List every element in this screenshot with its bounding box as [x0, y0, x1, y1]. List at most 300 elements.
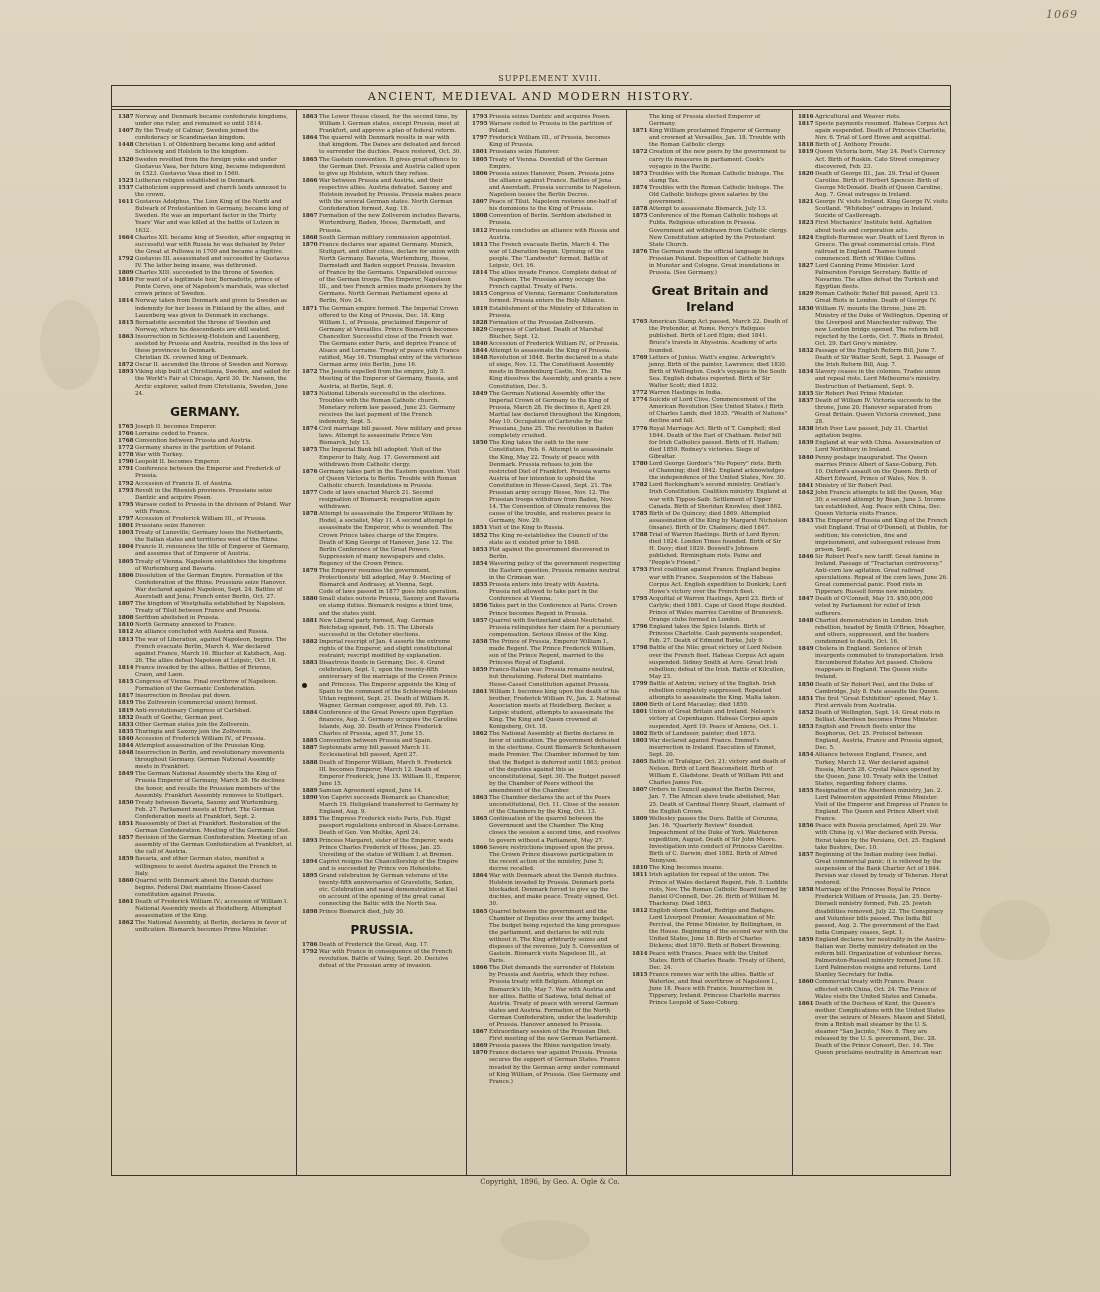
history-entry [798, 979, 948, 1000]
history-entry [118, 629, 292, 636]
entry-year: 1839 [798, 440, 814, 447]
entry-text: Royal Marriage Act. Birth of T. Campbell; died 1844. Death of the Earl of Chatham. Relief bill for Irish Catholics passed. Birth of H. Hallam; died 1859. Rodney's victories. Siege of Gibraltar. [649, 425, 782, 460]
entry-year: 1880 [302, 596, 318, 603]
history-entry [118, 459, 292, 466]
entry-text: Visit of the King to Russia. [489, 525, 565, 532]
entry-year: 1846 [798, 553, 814, 560]
history-entry [472, 845, 622, 873]
entry-text: Imperial rescript of Jan. 4 asserts the extreme rights of the Emperor, and slight constitutional restraint; rescript modified by explanation. [319, 638, 453, 660]
entry-year: 1862 [472, 731, 488, 738]
entry-text: Formation of the new Zollverein includes Bavaria, Wurtemburg, Baden, Hesse, Darmstadt, and Prussia. [319, 213, 462, 234]
entry-text: The Emperor of Russia and King of the French visit England. Trial of O'Donnell, at Dublin, for sedition; his conviction, fine and imprisonment, and subsequent release from prison, Sept. [815, 518, 948, 553]
entry-year: 1861 [472, 688, 488, 695]
entry-text: The German National Assembly elects the King of Prussia Emperor of Germany, March 28. He declines the honor, and recalls the Prussian members of the Assembly. Frankfort Assembly removes to Stuttgart. [135, 771, 285, 799]
entry-year: 1611 [118, 199, 134, 206]
entry-text: Troubles with the Roman Catholic bishops. The Old Catholic bishops given salaries by the government. [649, 184, 784, 206]
entry-year: 1873 [632, 170, 648, 177]
entry-text: Penny postage inaugurated. The Queen marries Prince Albert of Saxe-Coburg, Feb. 10. Oxford's assault on the Queen. Birth of Albert Edward, Prince of Wales, Nov. 9. [815, 454, 938, 482]
entry-year: 1819 [798, 149, 814, 156]
entry-text: Specie payments resumed. Habeas Corpus Act again suspended. Death of Princess Charlotte, Nov. 6. Trial of Lord Howe and acquittal. [815, 121, 948, 142]
entry-year: 1854 [798, 752, 814, 759]
history-entry [632, 596, 788, 624]
entry-text: Birth of Landseer, painter; died 1873. [649, 730, 757, 737]
history-entry [472, 121, 622, 135]
entry-year: 1772 [118, 445, 134, 452]
entry-text: Lutheran religion established in Denmark. [135, 177, 256, 184]
history-entry [798, 1001, 948, 1058]
history-entry [302, 391, 462, 426]
entry-text: Warsaw ceded to Prussia in the division of Poland. War with France. [135, 501, 291, 515]
entry-text: Wellesley passes the Duro. Battle of Corunna, Jan. 16. "Quarterly Review" founded. Impeachment of the Duke of York. Walcheren expedition, August. Death of Sir John Moore. Investigation into conduct of Princess Caroline. Birth of C. Darwin; died 1882. Birth of Alfred Tennyson. [649, 815, 785, 865]
entry-year: 1874 [632, 184, 648, 191]
entry-text: South German military commission appointed. [319, 234, 452, 241]
history-entry [798, 483, 948, 490]
entry-year: 1814 [118, 664, 134, 671]
history-entry [472, 242, 622, 270]
entry-text: The King re-establishes the Council of the state as it existed prior to 1848. [489, 532, 609, 546]
entry-text: France invaded by the allies. Battles of Brienne, Craon, and Laon. [135, 664, 272, 679]
entry-text: English storm Ciudad, Rodrigo and Badajos. Lord Liverpool Premier. Assassination of Mr. Percival, the Prime Minister, by Bellingham, in the House. Beginning of the second war with the United States, June 18. Birth of Charles Dickens; died 1870. Birth of Robert Browning. [649, 907, 788, 950]
entry-year: 1772 [632, 390, 648, 397]
entry-year: 1853 [472, 546, 488, 553]
entry-year: 1520 [118, 156, 134, 163]
entry-text: North Germany annexed to France. [135, 622, 236, 629]
entry-year: 1851 [798, 695, 814, 702]
history-entry [302, 795, 462, 816]
history-entry [798, 263, 948, 291]
history-entry [302, 838, 462, 859]
entry-text: Christian IX. crowned king of Denmark. [135, 355, 249, 362]
entry-text: The kingdom of Westphalia established by Napoleon. Treaty of Tilsit between France and Prussia. [135, 601, 286, 615]
entry-list [632, 319, 788, 1007]
entry-text: Leopold II. becomes Emperor. [135, 459, 221, 466]
history-entry [302, 306, 462, 370]
entry-text: Union of Great Britain and Ireland. Nelson's victory at Copenhagen. Habeas Corpus again suspended, April 19. Peace of Amiens, Oct. 1. [649, 709, 779, 730]
entry-text: Congress of Carlsbad. Death of Marshal Blucher, Sept. 12. [489, 326, 603, 340]
history-entry [118, 821, 292, 835]
entry-text: Germany takes part in the Eastern question. Visit of Queen Victoria to Berlin. Trouble with Roman Catholic church. Inundations in Prussia. [319, 468, 460, 489]
history-entry [632, 397, 788, 425]
entry-year: 1815 [118, 319, 134, 326]
entry-text: The quarrel with Denmark results in war with that kingdom. The Danes are defeated and forced to surrender the duchies. Peace restored, Oct. 30. [319, 135, 462, 156]
entry-year: 1813 [472, 241, 488, 248]
entry-year: 1894 [302, 858, 318, 865]
entry-text: France renews war with the allies. Battle of Waterloo, and final overthrow of Napoleon I., June 18. Peace with France. Insurrection in Tipperary, Ireland. Princess Charlotte marries Prince Leopold of Saxe-Coburg. [649, 971, 781, 1007]
entry-year: 1807 [632, 787, 648, 794]
entry-list [632, 114, 788, 277]
entry-year: 1865 [472, 816, 488, 823]
history-entry [118, 715, 292, 722]
entry-year: 1862 [118, 920, 134, 927]
entry-text: Establishment of the Ministry of Education in Prussia. [489, 305, 619, 319]
history-entry [472, 440, 622, 525]
history-entry [472, 965, 622, 1029]
history-entry [798, 752, 948, 787]
history-entry [632, 319, 788, 354]
entry-text: English-Burmese war. Death of Lord Byron in Greece. The great commercial crisis. First railroad in England. Thames tunnel commenced. Birth of Wilkie Collins. [815, 234, 945, 262]
entry-text: Cholera in England. Sentence of Irish insurgents commuted to transportation. Irish Encumbered Estates Act passed. Cholera reappears in England. The Queen visits Ireland. [815, 646, 944, 681]
history-entry [632, 872, 788, 907]
history-entry [632, 390, 788, 397]
history-entry [632, 149, 788, 170]
entry-year: 1890 [302, 795, 318, 801]
entry-year: 1887 [302, 745, 318, 752]
entry-year: 1814 [472, 270, 488, 277]
entry-text: Commercial treaty with France. Peace effected with China, Oct. 24. The Prince of Wales visits the United States and Canada. [815, 979, 937, 1000]
entry-text: Peace with Russia proclaimed, April 29. War with China (q. v.) War declared with Persia. Herat taken by the Persians, Oct. 25. England take Bushire, Dec. 10. [815, 823, 946, 851]
entry-text: England at war with China. Assassination of Lord Northbury in Ireland. [815, 440, 941, 454]
entry-list [472, 114, 622, 1086]
history-entry [632, 567, 788, 595]
entry-year: 1860 [118, 877, 134, 884]
history-entry [302, 816, 462, 837]
history-entry [798, 142, 948, 149]
entry-text: Christian I. of Oldenburg became king and added Schleswig and Holstein to the kingdom. [135, 142, 276, 156]
entry-year: 1795 [632, 595, 648, 602]
entry-text: The Empress Frederick visits Paris, Feb. Rigid passport regulations enforced in Alsace-Lorraine. Death of Gen. Von Moltke, April 24. [319, 816, 460, 837]
entry-text: The allies invade France. Complete defeat of Napoleon. The Prussian army occupy the French capital. Treaty of Paris. [489, 270, 617, 291]
entry-text: Continuation of the quarrel between the Government and the Chamber. The King closes the session a second time, and resolves to govern without a Parliament, May 27. [489, 816, 621, 844]
history-entry [472, 816, 622, 844]
entry-year: 1793 [472, 114, 488, 120]
history-entry [118, 334, 292, 355]
entry-year: 1872 [302, 369, 318, 376]
entry-text: Passage of the English Reform Bill, June 7. Death of Sir Walter Scott, Sept. 2. Passage of the Irish Reform Bill, Aug. 7. [815, 348, 944, 369]
entry-text: Creation of the new peers by the government to carry its measures in parliament. Cook's voyages in the Pacific. [649, 149, 786, 170]
history-entry [798, 149, 948, 170]
entry-year: 1823 [798, 220, 814, 227]
entry-year: 1835 [798, 390, 814, 397]
entry-year: 1879 [302, 568, 318, 574]
entry-text: Conference between the Emperor and Frederick of Prussia. [135, 466, 281, 480]
entry-text: The King becomes insane. [649, 865, 724, 872]
history-entry [302, 760, 462, 788]
entry-text: Death of Goethe, German poet. [135, 714, 224, 721]
content-frame [111, 85, 951, 1176]
history-entry [632, 249, 788, 277]
entry-text: Warren Hastings in India. [649, 390, 723, 397]
entry-text: Insurrection in Breslau put down. [135, 693, 231, 700]
entry-text: Charles XIII. succeeded to the throne of Sweden. [135, 270, 275, 277]
entry-text: Frederick William III., of Prussia, becomes King of Prussia. [489, 135, 611, 149]
entry-text: Resignation of the Aberdeen ministry, Jan. 2. Lord Palmerston appointed Prime Minister. Visit of the Emperor and Empress of France to England. The Queen and Prince Albert visit France. [815, 787, 948, 823]
history-entry [632, 213, 788, 248]
entry-year: 1828 [472, 319, 488, 326]
entry-year: 1857 [472, 617, 488, 624]
entry-text: Prussia seizes Hanover, Posen. Prussia joins the alliance against France. Battles of Jena and Auerstadt. Prussia succumbs to Napoleon. Napoleon issues the Berlin Decree. [489, 170, 622, 199]
history-entry [632, 461, 788, 482]
entry-year: 1813 [118, 636, 134, 643]
entry-year: 1884 [302, 709, 318, 716]
entry-text: New Liberal party formed, Aug. German Reichstag opened, Feb. 15. The Liberals successful in the October elections. [319, 617, 434, 638]
entry-year [302, 589, 319, 596]
entry-year: 1851 [472, 525, 488, 532]
entry-year: 1811 [632, 872, 648, 879]
entry-text: Peace with France. Peace with the United States. Birth of Charles Reade. Treaty of Ghent, Dec. 24. [649, 950, 786, 971]
entry-year: 1881 [302, 617, 318, 624]
entry-year: 1869 [472, 1043, 488, 1050]
history-entry [632, 908, 788, 951]
history-entry [632, 731, 788, 738]
entry-text: Prussia passes the Rhine navigation treaty. [489, 1043, 612, 1050]
entry-year: 1664 [118, 234, 134, 241]
entry-text: Takes part in the Conference at Paris. Crown Prince becomes Regent in Prussia. [489, 603, 617, 617]
entry-text: Princess Margaret, sister of the Emperor, weds Prince Charles Frederick of Hesse, Jan. 25. Unveiling of the statue of William I. at Bremen. [319, 837, 454, 858]
entry-year: 1878 [302, 511, 318, 518]
entry-text: Serfdom abolished in Prussia. [135, 615, 220, 622]
entry-year: 1866 [302, 177, 318, 184]
history-entry [632, 114, 788, 128]
entry-text: Alliance between England, France, and Turkey, March 12. War declared against Russia, March 28. Crystal Palace opened by the Queen, June 10. Treaty with the United States, regarding fishery claims. [815, 752, 940, 787]
entry-text: Francis II. renounces the title of Emperor of Germany, and assumes that of Emperor of Austria. [135, 544, 290, 558]
entry-year: 1805 [632, 758, 648, 765]
entry-year: 1817 [798, 121, 814, 128]
entry-year: 1801 [472, 149, 488, 156]
entry-text: Troubles with the Roman Catholic bishops. The stamp Tax. [649, 170, 784, 184]
history-entry [472, 391, 622, 441]
entry-text: The Jesuits expelled from the empire, July 5. Meeting of the Emperor of Germany, Russia, and Austria, at Berlin, Sept. 6. [319, 369, 458, 390]
history-entry [302, 909, 462, 916]
history-entry [632, 759, 788, 787]
entry-year: 1785 [632, 510, 648, 517]
entry-text: Roman Catholic Relief Bill passed, April 13. Great Riots in London. Death of George IV. [815, 291, 940, 305]
entry-text: Convention between Prussia and Austria. [135, 437, 253, 444]
entry-year: 1876 [632, 248, 648, 255]
header-rule [112, 109, 950, 110]
history-entry [302, 235, 462, 242]
history-entry [798, 348, 948, 369]
entry-text: Prussia seizes Dantzic and acquires Posen. [489, 114, 611, 120]
entry-year: 1818 [798, 142, 814, 149]
history-entry [472, 547, 622, 561]
entry-text: Peace of Tilsit. Napoleon restores one-half of his dominions to the King of Prussia. [489, 199, 617, 213]
entry-text: The National Assembly at Berlin declares in favor of unification. The government defeated in the elections. Count Bismarck Schonhausen made Premier. The Chamber informed by him that the Budget is deferred until 1863; protest of the deputies against this as unconstitutional, Sept. 30. The Budget passed by the Chamber of Peers without the amendment of the Chamber. [489, 731, 622, 794]
entry-year: 1859 [118, 856, 134, 863]
entry-year: 1824 [798, 234, 814, 241]
entry-year: 1863 [118, 333, 134, 340]
entry-year: 1871 [302, 305, 318, 312]
history-entry [118, 128, 292, 142]
history-entry [302, 859, 462, 873]
history-entry [798, 852, 948, 887]
entry-text: Lord Canning Prime Minister. Lord Palmerston Foreign Secretary. Battle of Navarino. The allies defeat the Turkish and Egyptian fleets. [815, 262, 939, 291]
history-entry [632, 972, 788, 1007]
entry-year: 1834 [798, 369, 814, 376]
history-entry [798, 710, 948, 724]
entry-text: Caprivi resigns the Chancellorship of the Empire and is succeeded by Prince von Hohenlohe. [319, 858, 459, 872]
history-entry [632, 128, 788, 149]
entry-text: Revolution of 1848. Berlin declared in a state of siege, Nov. 12. The Constituent Assembly meets in Brandenburg Castle, Nov. 29. The King dissolves the Assembly, and grants a new Constitution, Dec. 5. [489, 355, 622, 390]
history-entry [118, 157, 292, 178]
history-entry [472, 582, 622, 603]
column-scandinavia-germany [118, 114, 292, 1173]
entry-text: Quarrel between the government and the Chamber of Deputies over the army budget. The budget being rejected the king prorogues the parliament, and declares he will rule without it. The King arbitrarily seizes and disposes of the revenue, July 5. Convention of Gastein. Bismarck visits Napoleon III., at Paris. [489, 908, 620, 965]
entry-year [302, 540, 319, 568]
entry-text: Death of O'Connell, May 15. $50,000,000 voted by Parliament for relief of Irish sufferers. [815, 596, 933, 617]
history-entry [632, 511, 788, 532]
entry-text: Birth of De Quincey; died 1869. Attempted assassination of the King by Margaret Nicholson (insane). Birth of Dr. Chalmers; died 1847. [649, 510, 788, 531]
entry-text: Queen Victoria born, May 24. Peel's Currency Act. Birth of Ruskin. Cato Street conspiracy discovered, Feb. 23. [815, 149, 946, 170]
history-entry [118, 320, 292, 334]
history-entry [472, 1029, 622, 1043]
history-entry [302, 178, 462, 213]
history-entry [472, 618, 622, 639]
entry-year: 1873 [302, 390, 318, 397]
history-entry [632, 787, 788, 815]
entry-text: Von Caprivi succeeds Bismarck as Chancellor, March 19. Heligoland transferred to Germany by England, Aug. 9. [319, 795, 459, 816]
entry-year: 1803 [118, 530, 134, 537]
column-prussia [472, 114, 622, 1173]
entry-text: Conference of the Roman Catholic bishops at Fulda. Religious education in Prussia. Government aid withdrawn from Catholic clergy. New Constitution adopted by the Protestant State Church. [649, 213, 788, 248]
entry-year: 1817 [118, 693, 134, 700]
history-entry [118, 615, 292, 622]
entry-year: 1856 [798, 823, 814, 830]
history-entry [302, 447, 462, 468]
entry-year: 1853 [798, 724, 814, 731]
entry-text: Attempted assassination of the Prussian King. [135, 742, 266, 749]
entry-text: Small states outvote Prussia, Saxony and Bavaria on stamp duties. Bismarck resigns a third time, and the states yield. [319, 596, 460, 617]
entry-text: Death of Sir Robert Peel, and the Duke of Cambridge, July 8. Pate assaults the Queen. [815, 681, 940, 695]
history-entry [472, 689, 622, 732]
entry-year: 1793 [118, 487, 134, 494]
entry-year: 1792 [302, 948, 318, 955]
entry-text: Disastrous floods in Germany, Dec. 4. Grand celebration, Sept. 1, upon the twenty-fifth anniversary of the marriage of the Crown Prince and Princess. The Emperor appoints the King of Spain to the command of the Schleswig-Holstein Uhlan regiment, Sept. 21. Death of William R. Wagner, German composer, aged 69, Feb. 13. [319, 660, 458, 709]
history-entry [798, 235, 948, 263]
history-entry [118, 438, 292, 445]
history-entry [118, 481, 292, 488]
history-entry [472, 525, 622, 532]
entry-text: The Zollverein (commercial union) formed. [135, 700, 257, 707]
entry-text: Death of the Duchess of Kent, the Queen's mother. Complications with the United States over the seizure of Messrs. Mason and Slidell, from a British mail steamer by the U. S. steamer "San Jacinto," Nov. 8. They are released by the U. S. government, Dec. 28. Death of the Prince Consort, Dec. 14. The Queen proclaims neutrality in American war. [815, 1000, 947, 1057]
entry-year: 1798 [632, 645, 648, 652]
entry-year: 1859 [798, 936, 814, 943]
entry-text: First Mechanics' Institute held. Agitation about tests and corporation acts. [815, 220, 932, 234]
entry-year: 1878 [632, 206, 648, 213]
entry-text: Wavering policy of the government respecting the Eastern question. Prussia remains neutral in the Crimean war. [489, 560, 621, 582]
history-entry [798, 682, 948, 696]
entry-text: Revision of the German Confederation. Meeting of an assembly of the German Confederation at Frankfort, at the call of Austria. [135, 835, 292, 856]
entry-year: 1850 [118, 799, 134, 806]
entry-text: Joseph II. becomes Emperor. [135, 423, 217, 430]
history-entry [302, 540, 462, 568]
history-entry [118, 856, 292, 877]
entry-list [798, 114, 948, 1057]
history-entry [472, 306, 622, 320]
entry-year: 1799 [632, 680, 648, 687]
entry-text: Death of Frederick William IV.; accession of William I. National Assembly meets at Heidelberg. Attempted assassination of the King. [135, 899, 289, 920]
history-entry [118, 270, 292, 277]
entry-text: Civil marriage bill passed. New military and press laws. Attempt to assassinate Prince Von Bismarck, July 13. [319, 426, 462, 447]
entry-text: Revolt in the Rhenish provinces. Prussians seize Dantzic and acquire Posen. [135, 487, 273, 501]
entry-year: 1790 [118, 459, 134, 466]
entry-text: Chartist demonstration in London. Irish rebellion, headed by Smith O'Brien, Meagher, and others, suppressed, and the leaders condemned to death, Oct. 16. [815, 617, 946, 645]
section-title-germany: GERMANY. [170, 404, 240, 419]
entry-year: 1774 [632, 397, 648, 404]
entry-year: 1448 [118, 142, 134, 149]
history-entry [118, 530, 292, 544]
history-entry [472, 795, 622, 816]
entry-list [302, 942, 462, 970]
history-entry [798, 788, 948, 823]
history-entry [118, 114, 292, 128]
entry-year: 1849 [118, 771, 134, 778]
history-entry [302, 242, 462, 306]
entry-text: The Emperor resumes the government. Protectionists' bill adopted, May 9. Meeting of Bismarck and Andrassy, at Vienna, Sept. [319, 568, 451, 589]
entry-text: War declared against France. Emmet's insurrection in Ireland. Execution of Emmet, Sept. 20. [649, 737, 776, 758]
history-entry [472, 731, 622, 795]
entry-year: 1788 [632, 531, 648, 538]
entry-year: 1812 [472, 227, 488, 234]
entry-year: 1838 [798, 426, 814, 433]
history-entry [302, 426, 462, 447]
history-entry [118, 178, 292, 185]
history-entry [302, 157, 462, 178]
history-entry [798, 291, 948, 305]
section-title-great-britain: Great Britain and Ireland [651, 284, 769, 315]
entry-year: 1810 [118, 622, 134, 629]
entry-year: 1895 [302, 873, 318, 880]
entry-year: 1795 [118, 501, 134, 508]
entry-text: Attempt to assassinate Bismarck, July 13. [649, 206, 767, 213]
entry-year: 1809 [632, 815, 648, 822]
history-entry [302, 490, 462, 511]
column-britain [798, 114, 948, 1173]
entry-year: 1863 [472, 795, 488, 801]
history-entry [118, 920, 292, 934]
history-entry [798, 455, 948, 483]
history-entry [302, 568, 462, 589]
history-entry [798, 121, 948, 142]
entry-year: 1865 [302, 156, 318, 163]
history-entry [472, 909, 622, 966]
entry-text: Insurrection in Berlin, and revolutionary movements throughout Germany. German National Assembly meets in Frankfort. [135, 750, 285, 771]
entry-year: 1848 [118, 750, 134, 757]
history-entry [472, 149, 622, 156]
entry-year: 1858 [472, 638, 488, 645]
entry-year: 1806 [118, 572, 134, 579]
entry-year: 1857 [118, 835, 134, 842]
entry-text: Lorraine ceded to France. [135, 430, 210, 437]
entry-year: 1898 [302, 908, 318, 915]
entry-year: 1855 [472, 582, 488, 589]
entry-year: 1765 [118, 423, 134, 430]
history-entry [632, 951, 788, 972]
entry-text: Norway taken from Denmark and given to Sweden as indemnity for her losses in Finland by the allies, and Lauenberg was given to Denmark in exchange. [135, 298, 288, 319]
entry-text: Viking ship built at Christiania, Sweden, and sailed for the World's Fair at Chicago, April 30. Dr. Nansen, the Arctic explorer, sailed from Christiania, Sweden, June 24. [135, 369, 291, 397]
entry-text: Franco-Italian war. Prussia remains neutral, but threatening. Federal Diet maintains Hesse-Cassel Constitution against Prussia. [489, 667, 615, 688]
entry-text: Birth of J. Anthony Froude. [815, 142, 892, 149]
entry-text: Septennate army bill passed March 11. Ecclesiastical bill passed, April 27. [319, 745, 431, 759]
entry-text: Convention of Berlin. Serfdom abolished in Prussia. [489, 213, 612, 227]
history-entry [632, 738, 788, 759]
history-entry [798, 554, 948, 597]
entry-text: War with Turkey. [135, 452, 184, 459]
entry-year: 1864 [472, 873, 488, 880]
copyright-line: Copyright, 1896, by Geo. A. Ogle & Co. [480, 1178, 620, 1186]
entry-year: 1768 [118, 437, 134, 444]
entry-text: The king of Prussia elected Emperor of Germany. [649, 114, 761, 128]
entry-year: 1841 [798, 482, 814, 489]
history-entry [632, 624, 788, 645]
history-entry [118, 750, 292, 771]
entry-text: An alliance concluded with Austria and Russia. [135, 629, 269, 636]
entry-year: 1800 [632, 702, 648, 709]
history-entry [118, 835, 292, 856]
entry-text: The German empire formed. The Imperial Crown offered to the King of Prussia, Dec. 18. King William I., of Prussia, proclaimed Emperor of Germany at Versailles. Prince Bismarck becomes Chancellor. Successful close of the French war. The Germans enter Paris, and deprive France of Alsace and Lorraine. Treaty of peace with France ratified, May 16. Triumphal entry of the victorious German army into Berlin, June 16. [319, 305, 462, 369]
entry-year: 1867 [472, 1029, 488, 1036]
entry-year: 1875 [302, 447, 318, 454]
entry-year: 1808 [118, 615, 134, 622]
